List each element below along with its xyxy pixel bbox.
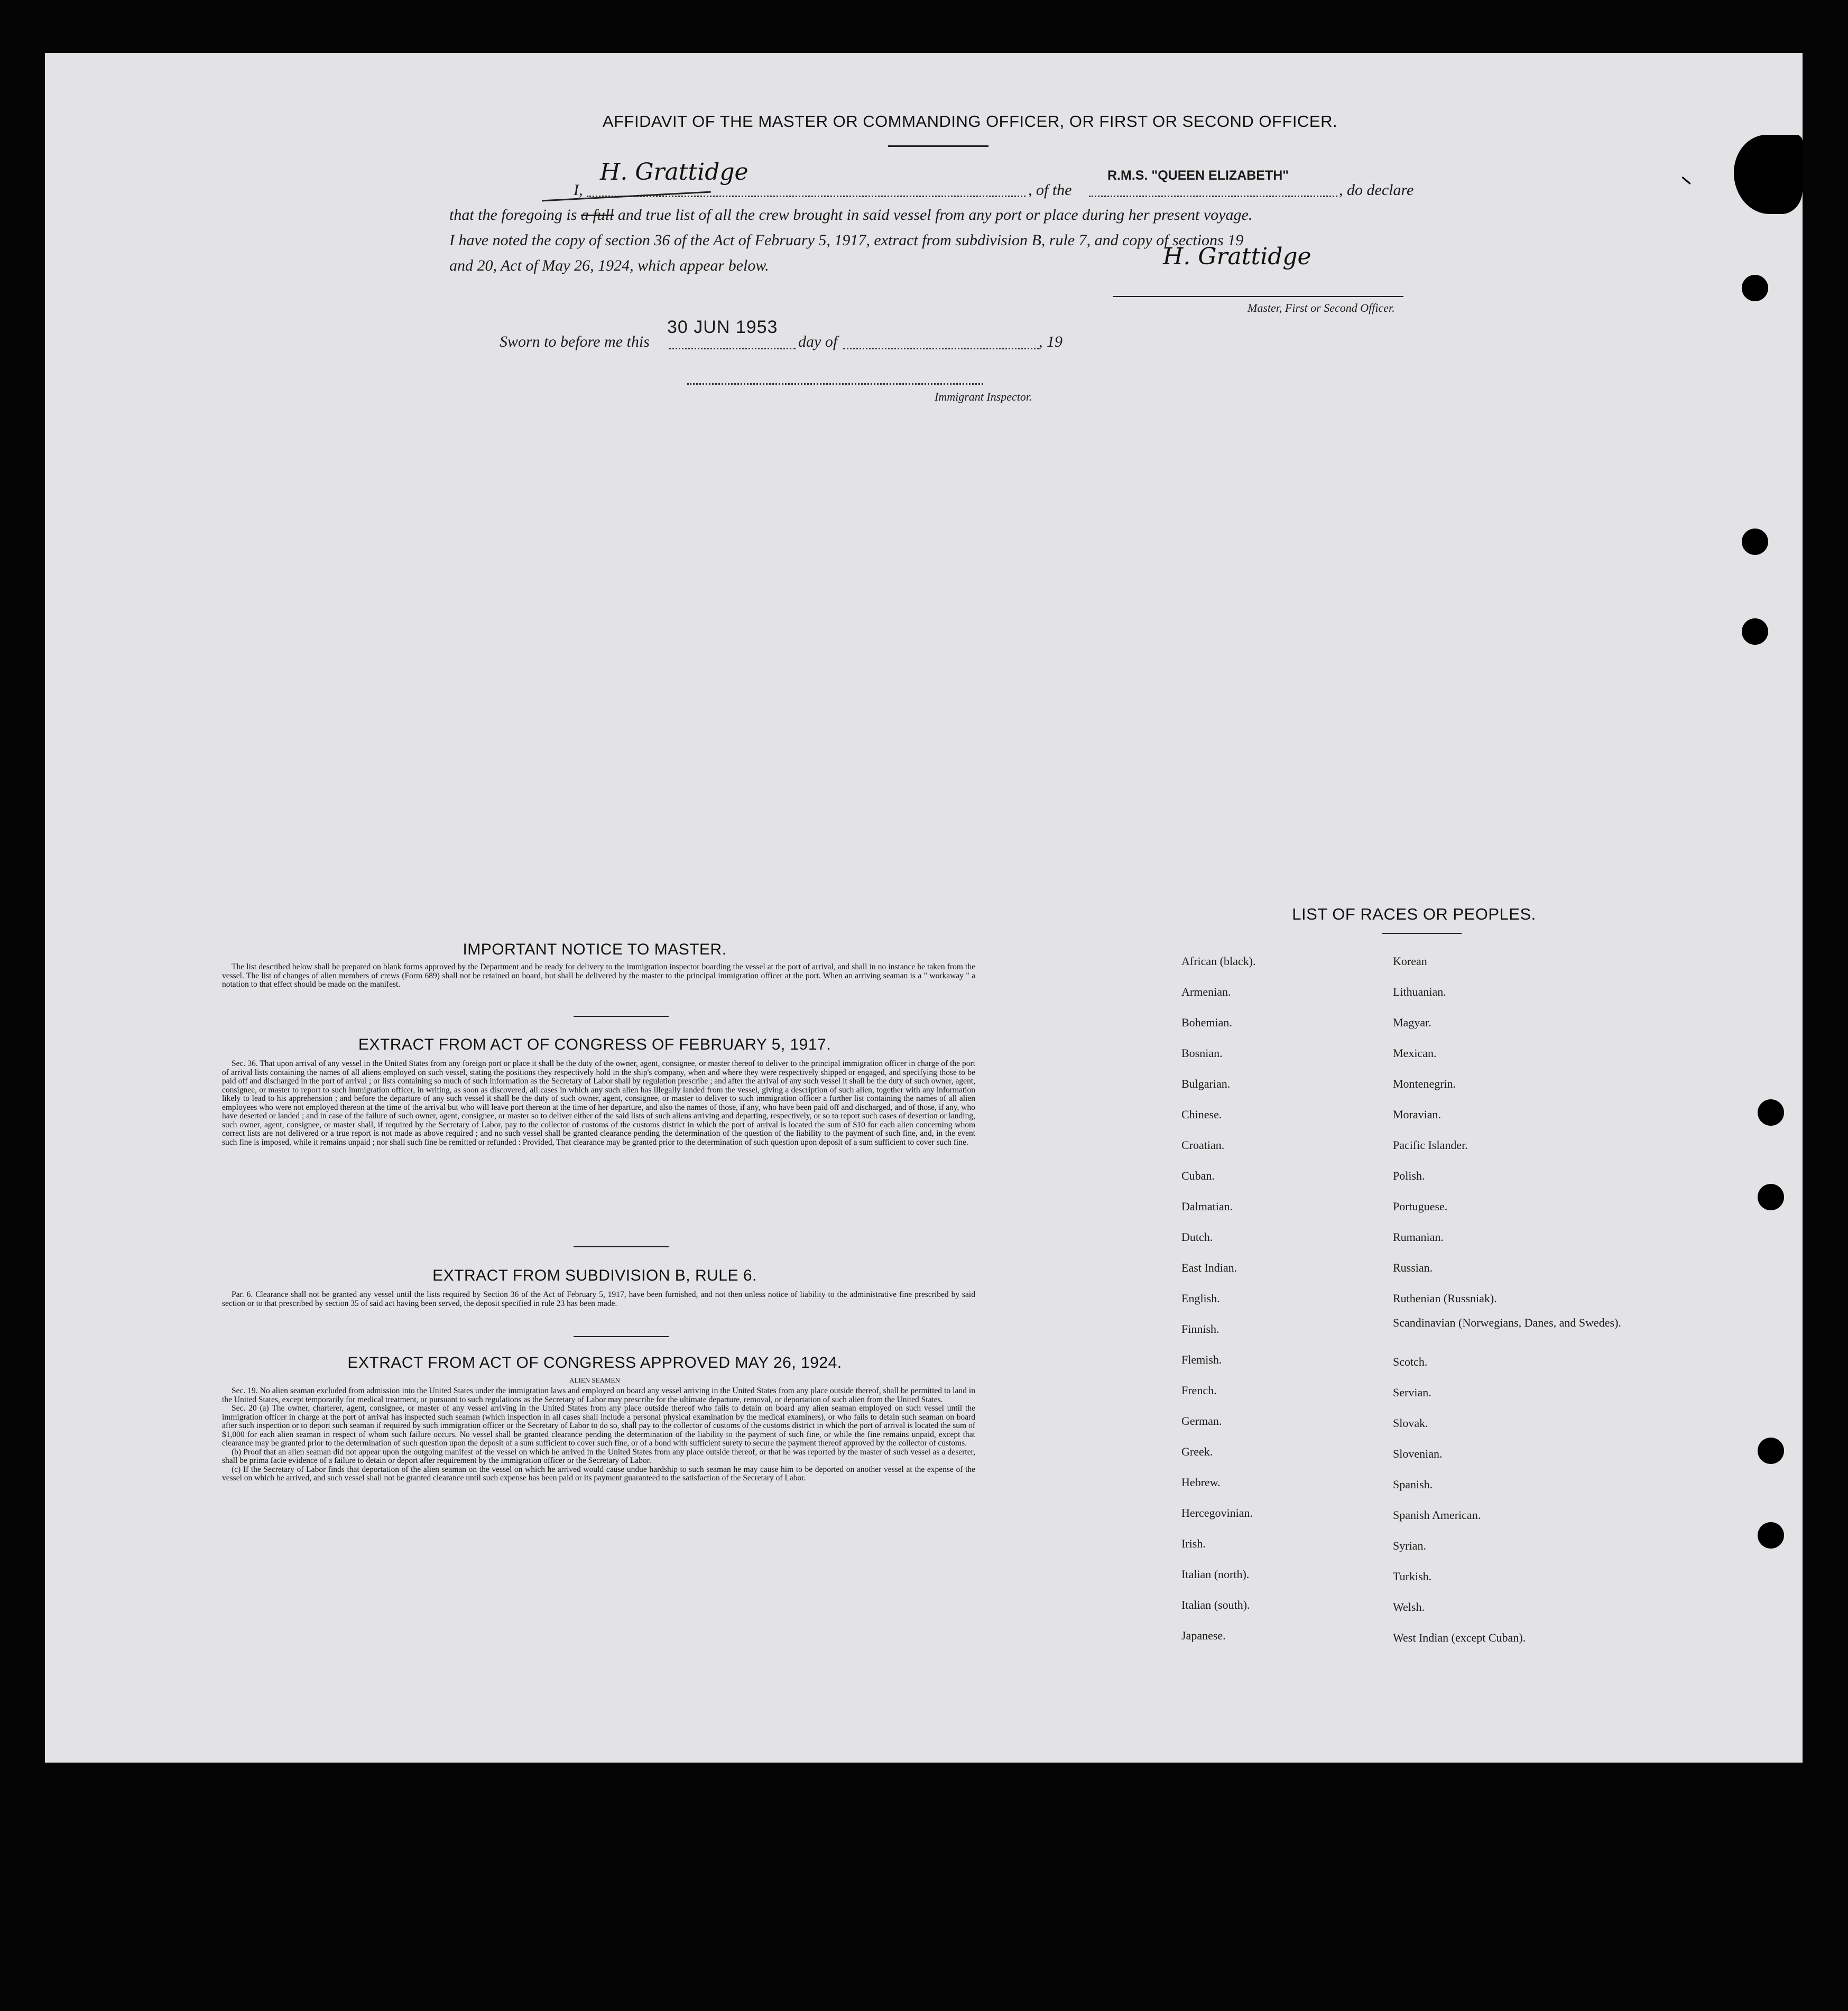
day-of-label: day of — [798, 333, 838, 350]
races-divider — [1382, 933, 1462, 934]
struck-phrase: a full — [580, 206, 614, 224]
signature-caption: Master, First or Second Officer. — [1248, 301, 1395, 314]
declaration-rest: and true list of all the crew brought in said vessel from any port or place during her present voyage. — [617, 206, 1253, 224]
race-item: Greek. — [1181, 1445, 1213, 1458]
binder-hole-4 — [1758, 1099, 1784, 1126]
binder-hole-6 — [1758, 1438, 1784, 1464]
binder-hole-2 — [1742, 529, 1768, 555]
rule-6-title: EXTRACT FROM SUBDIVISION B, RULE 6. — [432, 1267, 757, 1284]
race-item: Bulgarian. — [1181, 1077, 1231, 1090]
race-item: Russian. — [1393, 1261, 1433, 1274]
binder-hole-1 — [1742, 275, 1768, 301]
notice-text — [222, 963, 975, 989]
extract-1924-text — [222, 1387, 975, 1483]
race-item: Flemish. — [1181, 1353, 1222, 1366]
divider-1 — [574, 1016, 669, 1017]
declaration-line-3: I have noted the copy of section 36 of the Act of February 5, 1917, extract from subdivision B, rule 7, and copy of sections 19 — [449, 231, 1244, 249]
officer-signature: H. Grattidge — [1163, 243, 1311, 270]
alien-seamen-subtitle: ALIEN SEAMEN — [569, 1376, 620, 1384]
binder-hole-7 — [1758, 1522, 1784, 1549]
race-item: Armenian. — [1181, 985, 1231, 998]
extract-1917-title: EXTRACT FROM ACT OF CONGRESS OF FEBRUARY 5, 1917. — [358, 1036, 831, 1053]
vessel-name: R.M.S. "QUEEN ELIZABETH" — [1107, 168, 1289, 183]
declaration-line-4: and 20, Act of May 26, 1924, which appear below. — [449, 257, 769, 274]
divider-3 — [574, 1336, 669, 1337]
race-item: Hercegovinian. — [1181, 1506, 1253, 1519]
race-item: Bohemian. — [1181, 1016, 1232, 1029]
notice-title: IMPORTANT NOTICE TO MASTER. — [463, 941, 727, 958]
section-36-paragraph: Sec. 36. That upon arrival of any vessel in the United States from any foreign port or place it shall be the duty of the owner, agent, consignee, or master thereof to deliver to the principal immigration officer in charge of the port of arrival lists containing the names of all aliens employed on such vessel, stating the positions they respectively hold in the ship's company, when and where they were respectively shipped or engaged, and specifying those to be paid off and discharged in the port of arrival ; or lists containing so much of such information as the Secretary of Labor shall by regulation prescribe ; and after the arrival of any such vessel it shall be the duty of such owner, agent, consignee, or master to report to such immigration officer, in writing, as soon as discovered, all cases in which any such alien has illegally landed from the vessel, giving a description of such alien, together with any information likely to lead to his apprehension ; and before the departure of any such vessel it shall be the duty of such owner, agent, consignee, or master to deliver to such immigration officer a further list containing the names of all alien employees who were not employed thereon at the time of the arrival but who will leave port thereon at the time of her departure, and also the names of those, if any, who have been paid off and discharged, and of those, if any, who have deserted or landed ; and in case of the failure of such owner, agent, consignee, or master so to deliver either of the said lists of such aliens arriving and departing, respectively, or so to report such cases of desertion or landing, such owner, agent, consignee, or master shall, if required by the Secretary of Labor, pay to the collector of customs of the customs district in which the port of arrival is located the sum of $10 for each alien concerning whom correct lists are not delivered or a true report is not made as above required ; and no such vessel shall be granted clearance pending the determination of the question of the liability to the payment of such fine, and, in the event such fine is imposed, while it remains unpaid ; nor shall such fine be remitted or refunded : Provided, That clearance may be granted prior to the determination of such question upon deposit of a sum sufficient to cover such fine. — [222, 1059, 975, 1147]
par-6-paragraph: Par. 6. Clearance shall not be granted any vessel until the lists required by Section 36 of the Act of February 5, 1917, have been furnished, and not then unless notice of liability to the administrative fine prescribed by said section or to that prescribed by section 35 of said act having been served, the deposit specified in rule 23 has been made. — [222, 1290, 975, 1308]
race-item: Scotch. — [1393, 1355, 1428, 1368]
race-item: Italian (north). — [1181, 1568, 1250, 1581]
torn-corner — [1734, 135, 1803, 214]
rule-6-text — [222, 1291, 975, 1308]
sworn-date-stamp: 30 JUN 1953 — [667, 317, 778, 337]
race-item: Cuban. — [1181, 1169, 1215, 1182]
race-item: Polish. — [1393, 1169, 1425, 1182]
sec-19-paragraph: Sec. 19. No alien seaman excluded from admission into the United States under the immigration laws and employed on board any vessel arriving in the United States from any place outside thereof, shall be permitted to land in the United States, except temporarily for medical treatment, or pursuant to such regulations as the Secretary of Labor may prescribe for the ultimate departure, removal, or deportation of such alien from the United States. — [222, 1386, 975, 1404]
race-item: East Indian. — [1181, 1261, 1237, 1274]
declaration-prefix: that the foregoing is — [449, 206, 577, 224]
binder-hole-3 — [1742, 618, 1768, 645]
race-item: Bosnian. — [1181, 1046, 1223, 1060]
race-item: Ruthenian (Russniak). — [1393, 1292, 1497, 1305]
signature-line — [1113, 296, 1403, 297]
race-item: Japanese. — [1181, 1629, 1226, 1642]
race-item: German. — [1181, 1414, 1222, 1428]
inspector-signature-blank — [687, 383, 983, 385]
officer-name-handwritten: H. Grattidge — [600, 159, 749, 186]
races-right-column — [1393, 946, 1621, 1653]
race-item: Dutch. — [1181, 1230, 1213, 1244]
month-blank — [843, 348, 1039, 349]
race-item: Portuguese. — [1393, 1200, 1448, 1213]
sworn-label: Sworn to before me this — [500, 333, 650, 350]
race-item: Magyar. — [1393, 1016, 1431, 1029]
sec-20c-paragraph: (c) If the Secretary of Labor finds that deportation of the alien seaman on the vessel on which he arrived would cause undue hardship to such seaman he may cause him to be deported on another vessel at the expense of the vessel on which he arrived, and such vessel shall not be granted clearance until such expense has been paid or its payment guaranteed to the satisfaction of the Secretary of Labor. — [222, 1465, 975, 1482]
race-item: Welsh. — [1393, 1600, 1425, 1614]
sec-20a-paragraph: Sec. 20 (a) The owner, charterer, agent, consignee, or master of any vessel arriving in the United States from any place outside thereof who fails to detain on board any alien seaman employed on such vessel until the immigration officer in charge at the port of arrival has inspected such seaman (which inspection in all cases shall include a personal physical examination by the medical examiners), or who fails to detain such seaman on board after such inspection or to deport such seaman if required by such immigration officer or the Secretary of Labor to do so, shall pay to the collector of customs of the customs district in which the port of arrival is located the sum of $1,000 for each alien seaman in respect of whom such failure occurs. No vessel shall be granted clearance pending the determination of the liability to the payment of such fine, or while the fine remains unpaid, except that clearance may be granted prior to the determination of such question upon the deposit of a sum sufficient to cover such fine, or of a bond with sufficient surety to secure the payment thereof approved by the collector of customs. — [222, 1404, 975, 1448]
sec-20b-paragraph: (b) Proof that an alien seaman did not appear upon the outgoing manifest of the vessel on which he arrived in the United States from any place outside thereof, or that he was reported by the master of such vessel as a deserter, shall be prima facie evidence of a failure to detain or deport after requirement by the immigration officer or the Secretary of Labor. — [222, 1447, 975, 1465]
race-item: Turkish. — [1393, 1570, 1432, 1583]
affidavit-title: AFFIDAVIT OF THE MASTER OR COMMANDING OFFICER, OR FIRST OR SECOND OFFICER. — [602, 112, 1338, 131]
race-item: Montenegrin. — [1393, 1077, 1456, 1090]
title-divider — [888, 145, 988, 147]
i-label: I, — [574, 181, 583, 199]
race-item: West Indian (except Cuban). — [1393, 1631, 1526, 1644]
race-item: English. — [1181, 1292, 1220, 1305]
race-item: Slovenian. — [1393, 1447, 1443, 1460]
binder-hole-5 — [1758, 1184, 1784, 1210]
extract-1924-title: EXTRACT FROM ACT OF CONGRESS APPROVED MAY 26, 1924. — [347, 1354, 842, 1371]
race-item: Scandinavian (Norwegians, Danes, and Swedes). — [1393, 1316, 1621, 1329]
race-item: Croatian. — [1181, 1138, 1225, 1152]
race-item: Irish. — [1181, 1537, 1206, 1550]
notice-paragraph: The list described below shall be prepared on blank forms approved by the Department and be ready for delivery to the immigration inspector boarding the vessel at the port of arrival, and shall in no instance be taken from the vessel. The list of changes of alien members of crews (Form 689) shall not be retained on board, but shall be delivered by the master to the principal immigration officer at the port. When an arriving seaman is a " workaway " a notation to that effect should be made on the manifest. — [222, 962, 975, 989]
declaration-line-2 — [449, 206, 1252, 224]
race-item: African (black). — [1181, 954, 1256, 968]
race-item: Hebrew. — [1181, 1476, 1221, 1489]
race-item: French. — [1181, 1384, 1217, 1397]
race-item: Rumanian. — [1393, 1230, 1444, 1244]
race-item: Spanish American. — [1393, 1508, 1481, 1522]
do-declare-label: , do declare — [1339, 181, 1414, 199]
race-item: Finnish. — [1181, 1322, 1219, 1336]
race-item: Dalmatian. — [1181, 1200, 1233, 1213]
race-item: Syrian. — [1393, 1539, 1426, 1552]
race-item: Chinese. — [1181, 1108, 1222, 1121]
race-item: Servian. — [1393, 1386, 1431, 1399]
of-the-label: , of the — [1028, 181, 1072, 199]
extract-1917-text — [222, 1060, 975, 1147]
race-item: Lithuanian. — [1393, 985, 1446, 998]
scan-mark — [1681, 177, 1690, 184]
sworn-date-blank — [669, 348, 796, 349]
name-blank — [587, 196, 1025, 197]
race-item: Spanish. — [1393, 1478, 1433, 1491]
race-item: Slovak. — [1393, 1416, 1428, 1430]
vessel-blank — [1089, 196, 1337, 197]
race-item: Moravian. — [1393, 1108, 1442, 1121]
year-prefix: , 19 — [1039, 333, 1062, 350]
race-item: Pacific Islander. — [1393, 1138, 1468, 1152]
divider-2 — [574, 1246, 669, 1247]
affidavit-page — [45, 53, 1803, 1763]
race-item: Italian (south). — [1181, 1598, 1250, 1611]
races-title: LIST OF RACES OR PEOPLES. — [1292, 905, 1536, 923]
race-item: Mexican. — [1393, 1046, 1437, 1060]
race-item: Korean — [1393, 954, 1427, 968]
inspector-caption: Immigrant Inspector. — [935, 390, 1032, 403]
races-left-column — [1181, 946, 1372, 1651]
